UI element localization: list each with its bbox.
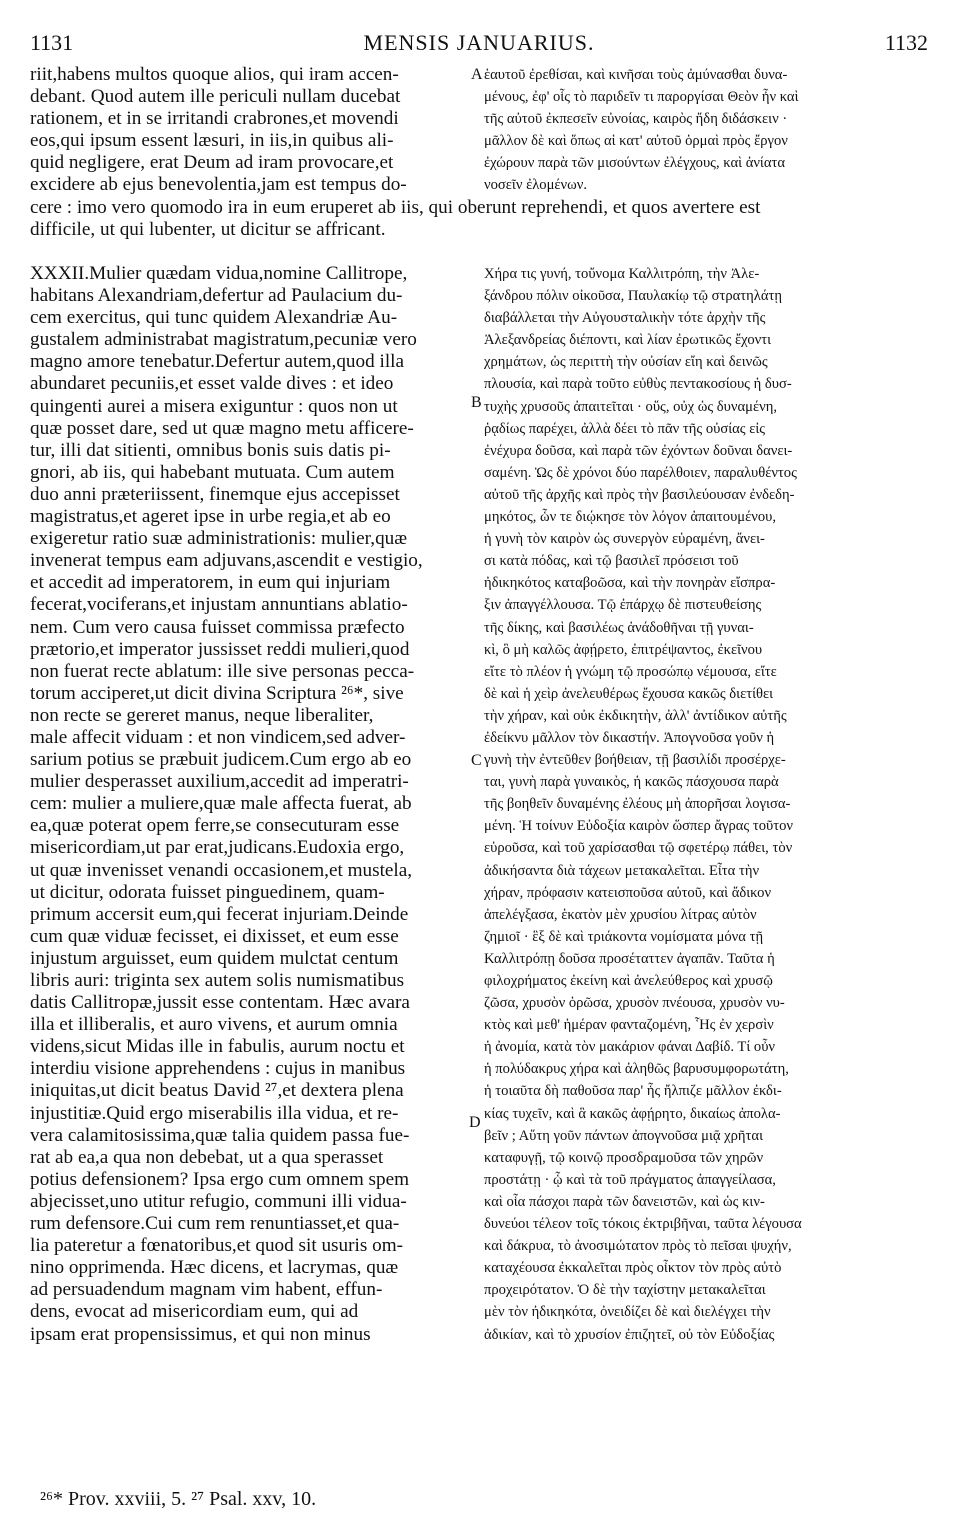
latin-full-width (30, 197, 928, 241)
text-line: abundaret pecuniis,et esset valde dives : et ideo (30, 373, 394, 395)
text-line: τὴν χήραν, καὶ οὐκ ἐκδικητὴν, ἀλλ' ἀντίδικον αὐτῆς (484, 707, 787, 724)
text-line: ξάνδρου πόλιν οἰκοῦσα, Παυλακίῳ τῷ στρατηλάτῃ (484, 288, 783, 305)
text-line: rationem, et in se irritandi crabrones,et movendi (30, 108, 399, 130)
text-line: φιλοχρήματος ἐκείνη καὶ ἀνελεύθερος καὶ χρυσῷ (484, 973, 773, 989)
text-line: libris auri: triginta sex autem solis numismatibus (30, 970, 405, 991)
section-marker-c: C (471, 752, 482, 769)
page-header (30, 30, 928, 60)
text-line: ῥᾳδίως παρέχει, ἀλλὰ δέει τὸ πᾶν τῆς οὐσίας εἰς (484, 420, 766, 437)
latin-column-main (30, 263, 470, 1346)
text-line: βεῖν ; Αὕτη γοῦν πάντων ἀπογνοῦσα μιᾷ χρῆται (484, 1127, 763, 1144)
text-line: ξιν ἀπαγγέλλουσα. Τῷ ἐπάρχῳ δὲ πιστευθείσης (484, 597, 762, 614)
text-line: πλουσία, καὶ παρὰ τοῦτο εὐθὺς πεντακοσίους ἡ δυσ- (484, 376, 792, 393)
text-line: male affecit viduam : et non vindicem,sed adver- (30, 726, 406, 748)
text-line: εἴτε τὸ πλέον ἡ γνώμη τῷ προσώπῳ νέμουσα, εἴτε (484, 663, 777, 680)
text-line: κτὸς καὶ μεθ' ἡμέραν φανταζομένη, Ἧς ἐν χερσὶν (484, 1017, 774, 1034)
text-line: primum accersit eum,qui fecerat injuriam.Deinde (30, 903, 409, 925)
text-line: καταχέουσα ἐκκαλεῖται πρὸς οἶκτον τὸν πρὸς αὐτὸ (484, 1260, 782, 1277)
text-line: ζῶσα, χρυσὸν ὁρῶσα, χρυσὸν πνέουσα, χρυσὸν νυ- (484, 995, 785, 1012)
text-line: μένη. Ἡ τοίνυν Εὐδοξία καιρὸν ὥσπερ ἄγρας τοῦτον (484, 818, 793, 835)
text-line: debant. Quod autem ille periculi nullam ducebat (30, 86, 401, 108)
text-line: μὲν τὸν ἠδικηκότα, ὀνειδίζει δὲ καὶ διελέγχει τὴν (484, 1304, 771, 1321)
text-line: ἠδικηκότος καταβοῶσα, καὶ τὴν πονηρὰν εἴσπρα- (484, 575, 776, 592)
text-line: datis Callitropæ,jussit esse contentam. Hæc avara (30, 992, 410, 1014)
text-line: κὶ, ὃ μὴ καλῶς ἀφῄρετο, ἐπιτρέψαντος, ἐκεῖνου (484, 641, 763, 658)
text-line: καὶ δάκρυα, τὸ ἀνοσιμώτατον πρὸς τὸ πεῖσαι ψυχήν, (484, 1238, 792, 1255)
text-line: quid negligere, erat Deum ad iram provocare,et (30, 152, 394, 174)
text-line: quingenti aurei a misera exiguntur : quos non ut (30, 395, 398, 417)
text-line: ut quæ invenisset venandi occasionem,et mustela, (30, 859, 413, 881)
text-line: illa et illiberalis, et auro vivens, et aurum omnia (30, 1014, 398, 1036)
text-line: duo anni præteriissent, finemque ejus accepisset (30, 483, 400, 505)
text-line: potius defensionem? Ipsa ergo cum omnem spem (30, 1168, 410, 1190)
text-line: μηκότος, ὧν τε διῴκησε τὸν λόγον ἀπαιτουμένου, (484, 509, 777, 526)
section-marker-d: D (469, 1114, 481, 1131)
text-line: eos,qui ipsum essent læsuri, in iis,in quibus ali- (30, 130, 394, 152)
text-line: rat ab ea,a qua non debebat, ut a qua sperasset (30, 1146, 384, 1168)
text-line: χρημάτων, ὡς περιττὴ τὴν οὐσίαν εἴη καὶ δεινῶς (484, 354, 768, 371)
text-line: rum defensore.Cui cum rem renuntiasset,et qua- (30, 1213, 400, 1235)
text-line: ται, γυνὴ παρὰ γυναικὸς, ἡ κακῶς πάσχουσα παρὰ (484, 774, 779, 791)
text-line: quæ posset dare, sed ut quæ magno metu afficere- (30, 417, 414, 439)
greek-column-top (484, 64, 928, 197)
text-line: cem exercitus, qui tunc quidem Alexandriæ Au- (30, 307, 398, 329)
text-line: Χήρα τις γυνή, τοὔνομα Καλλιτρόπη, τὴν Ἀλε- (484, 266, 760, 282)
footnote: ²⁶* Prov. xxviii, 5. ²⁷ Psal. xxv, 10. (40, 1488, 317, 1510)
text-line: αὐτοῦ τῆς ἀρχῆς καὶ πρὸς τὴν βασιλεύουσαν ἐνδεδη- (484, 486, 795, 503)
text-line: exigeretur ratio suæ administrationis: mulier,quæ (30, 528, 408, 550)
text-line: δὲ καὶ ἡ χεὶρ ἀνελευθέρως ἔχουσα κακῶς διετίθει (484, 685, 774, 702)
text-line: mulier desperasset auxilium,accedit ad imperatri- (30, 771, 409, 793)
text-line: καταφυγῇ, τῷ κοινῷ προσδραμοῦσα τῶν χηρῶν (484, 1149, 764, 1166)
text-line: injustum arguisset, eum quidem mulctat centum (30, 947, 399, 969)
right-column-number: 1132 (884, 30, 928, 55)
text-line: fecerat,vociferans,et injustam annuntians ablatio- (30, 594, 408, 616)
text-line: abjecisset,uno utitur refugio, communi illi vidua- (30, 1190, 407, 1212)
text-line: excidere ab ejus benevolentia,jam est tempus do- (30, 174, 407, 196)
text-line: ἡ ἀνομία, κατὰ τὸν μακάριον φάναι Δαβίδ. Τί οὖν (484, 1039, 776, 1056)
text-line: ἐχώρουν παρὰ τῶν μισούντων ἐλέγχους, καὶ ἀνίατα (484, 155, 786, 172)
text-line: ea,quæ poterat opem ferre,se consecuturam esse (30, 815, 400, 837)
page-title: MENSIS JANUARIUS. (363, 30, 595, 55)
text-line: προστάτῃ · ᾧ καὶ τὰ τοῦ πράγματος ἀπαγγείλασα, (484, 1171, 776, 1188)
text-line: riit,habens multos quoque alios, qui iram accen- (30, 64, 399, 85)
text-line: ἡ τοιαῦτα δὴ παθοῦσα παρ' ἧς ἤλπιζε μᾶλλον ἐκδι- (484, 1083, 782, 1100)
text-line: νοσεῖν ἐλομένων. (484, 177, 587, 194)
section-marker-b: B (471, 394, 482, 411)
text-line: καὶ οἷα πάσχοι παρὰ τῶν δανειστῶν, καὶ ὡς κιν- (484, 1193, 765, 1210)
text-line: ἑαυτοῦ ἐρεθίσαι, καὶ κινῆσαι τοὺς ἀμύνασθαι δυνα- (484, 67, 788, 83)
text-line: ad persuadendum magnam vim habent, effun- (30, 1279, 383, 1301)
text-line: magno amore tenebatur.Defertur autem,quod illa (30, 351, 405, 373)
text-line: difficile, ut qui lubenter, ut dicitur se affricant. (30, 218, 386, 240)
text-line: habitans Alexandriam,defertur ad Paulacium du- (30, 285, 403, 307)
left-column-number: 1131 (30, 30, 74, 55)
text-line: non fuerat recte ablatum: ille sive personas pecca- (30, 660, 415, 682)
text-line: δυνεύοι τέλεον τοῖς τόκοις ἐκτριβῆναι, ταῦτα λέγουσα (484, 1216, 802, 1233)
text-line: prætorio,et imperator jussisset reddi mulieri,quod (30, 638, 410, 660)
text-line: ἡ πολύδακρυς χήρα καὶ ἀληθῶς βαρυσυμφορωτάτη, (484, 1061, 789, 1078)
text-line: τυχὴς χρυσοῦς ἀπαιτεῖται · οὕς, οὐχ ὡς δυναμένη, (484, 398, 777, 415)
text-line: invenerat tempus eam adjuvans,ascendit e vestigio, (30, 550, 423, 572)
text-line: ζημιοῖ · ἓξ δὲ καὶ τριάκοντα νομίσματα μόνα τῇ (484, 928, 764, 945)
text-line: εὑροῦσα, καὶ τοῦ χαρίσασθαι τῷ σφετέρῳ πάθει, τὸν (484, 840, 793, 857)
text-line: dens, evocat ad misericordiam eum, qui ad (30, 1301, 359, 1323)
text-line: gustalem administrabat magistratum,pecuniæ vero (30, 329, 417, 351)
text-line: ut dicitur, odorata fuisset pinguedinem, quam- (30, 881, 385, 903)
text-line: ἀδικήσαντα διὰ τάχεων μετακαλεῖται. Εἶτα τὴν (484, 862, 760, 879)
text-line: Ἀλεξανδρείας διέποντι, καὶ λίαν ἐρωτικῶς ἔχοντι (484, 332, 772, 349)
text-line: προχειρότατον. Ὁ δὲ τὴν ταχίστην μετακαλεῖται (484, 1282, 766, 1299)
text-line: τῆς δίκης, καὶ βασιλέως ἀνάδοθῆναι τῇ γυναι- (484, 619, 754, 636)
text-line: XXXII.Mulier quædam vidua,nomine Callitrope, (30, 263, 408, 284)
text-line: σι κατὰ πόδας, καὶ τῷ βασιλεῖ πρόσεισι τοῦ (484, 553, 739, 570)
section-marker-a: A (471, 66, 483, 83)
text-line: lia pateretur a fœnatoribus,et quod sit usuris om- (30, 1235, 404, 1257)
text-line: τῆς αὐτοῦ ἐκπεσεῖν εὐνοίας, καιρὸς ἤδη διδάσκειν · (484, 111, 788, 128)
text-line: torum acciperet,ut dicit divina Scriptura ²⁶*, sive (30, 682, 404, 704)
text-line: χήραν, πρόφασιν κατεισποῦσα αὐτοῦ, καὶ ἄδικον (484, 884, 772, 901)
text-line: iniquitas,ut dicit beatus David ²⁷,et dextera plena (30, 1080, 404, 1102)
text-line: magistratus,et ageret ipse in urbe regia,et ab eo (30, 506, 391, 528)
text-line: et accedit ad imperatorem, in eum qui injuriam (30, 572, 391, 594)
text-line: cere : imo vero quomodo ira in eum eruperet ab iis, qui oberunt reprehendi, et quos avertere est (30, 196, 761, 218)
text-line: nem. Cum vero causa fuisset commissa præfecto (30, 616, 405, 638)
text-line: vera calamitosissima,quæ talia quidem passa fue- (30, 1124, 410, 1146)
text-line: διαβάλλεται τὴν Αὐγουσταλικὴν τότε ἀρχὴν τῆς (484, 310, 766, 327)
text-line: ἀδικίαν, καὶ τὸ χρυσίον ἐπιζητεῖ, οὐ τὸν Εὐδοξίας (484, 1326, 775, 1343)
text-line: ἐνέχυρα δοῦσα, καὶ παρὰ τῶν ἐχόντων δοῦναι δανει- (484, 442, 793, 459)
text-line: cem: mulier a muliere,quæ male affecta fuerat, ab (30, 793, 412, 815)
text-line: σαμένη. Ὡς δὲ χρόνοι δύο παρέλθοιεν, παραλυθέντος (484, 464, 797, 481)
greek-column-main (484, 263, 928, 1346)
text-line: ἀπελέγξασα, ἑκατὸν μὲν χρυσίου λίτρας αὐτὸν (484, 906, 757, 923)
text-line: τῆς βοηθεῖν δυναμένης ἐλέους μὴ ἀπορῆσαι λογισα- (484, 796, 791, 813)
text-line: videns,sicut Midas ille in fabulis, aurum noctu et (30, 1036, 405, 1058)
text-line: μένους, ἐφ' οἷς τὸ παριδεῖν τι παροργίσαι Θεὸν ἦν καὶ (484, 89, 799, 106)
text-line: nino opprimenda. Hæc dicens, et lacrymas, quæ (30, 1257, 399, 1279)
text-line: ἡ γυνὴ τὸν καιρὸν ὡς συνεργὸν εὑραμένη, ἄνει- (484, 531, 765, 548)
text-line: κίας τυχεῖν, καὶ ἃ κακῶς ἀφῄρητο, δικαίως ἀπολα- (484, 1105, 781, 1122)
text-line: cum quæ viduæ fecisset, ei dixisset, et eum esse (30, 925, 399, 947)
text-line: γυνὴ τὴν ἐντεῦθεν βοήθειαν, τῇ βασιλίδι προσέρχε- (484, 752, 786, 769)
text-line: gnori, ab iis, qui habebant mutuata. Cum autem (30, 461, 395, 483)
latin-column-top (30, 64, 470, 197)
text-line: interdiu visione apprehendens : cujus in manibus (30, 1058, 406, 1080)
text-line: ἐδείκνυ μᾶλλον τὸν δικαστήν. Ἀπογνοῦσα γοῦν ἡ (484, 729, 775, 746)
text-line: misericordiam,ut par erat,judicans.Eudoxia ergo, (30, 837, 405, 859)
text-line: Καλλιτρόπῃ δοῦσα προσέταττεν ἀγαπᾶν. Ταῦτα ἡ (484, 950, 775, 967)
text-line: non recte se gereret manus, neque liberaliter, (30, 704, 374, 726)
text-line: μᾶλλον δὲ καὶ ὅπως αἱ κατ' αὐτοῦ ὁρμαὶ πρὸς ἔργον (484, 133, 788, 150)
text-line: tur, illi dat sitienti, omnibus bonis suis datis pi- (30, 439, 391, 461)
text-line: injustitiæ.Quid ergo miserabilis illa vidua, et re- (30, 1102, 399, 1124)
text-line: sarium potius se præbuit judicem.Cum ergo ab eo (30, 749, 412, 771)
text-line: ipsam erat propensissimus, et qui non minus (30, 1323, 371, 1345)
